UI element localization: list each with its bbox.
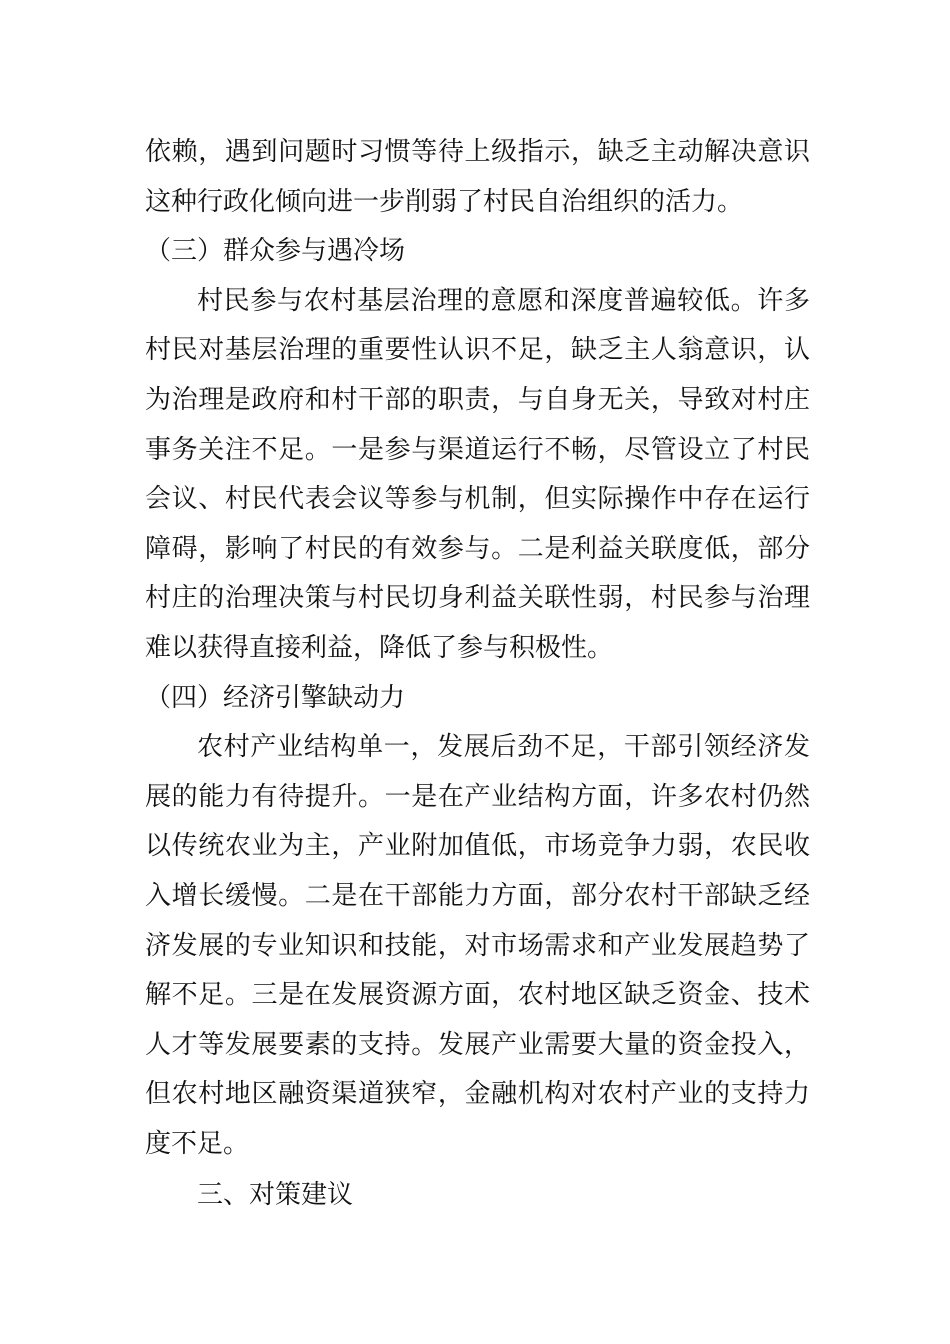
body-paragraph-continued: 依赖，遇到问题时习惯等待上级指示，缺乏主动解决意识这种行政化倾向进一步削弱了村民自治组织的活力。: [145, 137, 810, 217]
document-body: [145, 128, 810, 1221]
subsection-heading-4: （四）经济引擎缺动力: [145, 682, 406, 713]
body-paragraph: 农村产业结构单一，发展后劲不足，干部引领经济发展的能力有待提升。一是在产业结构方面，许多农村仍然以传统农业为主，产业附加值低，市场竞争力弱，农民收入增长缓慢。二是在干部能力方面，部分农村干部缺乏经济发展的专业知识和技能，对市场需求和产业发展趋势了解不足。三是在发展资源方面，农村地区缺乏资金、技术人才等发展要素的支持。发展产业需要大量的资金投入，但农村地区融资渠道狭窄，金融机构对农村产业的支持力度不足。: [145, 732, 810, 1159]
subsection-heading-3: （三）群众参与遇冷场: [145, 236, 406, 267]
body-paragraph: 村民参与农村基层治理的意愿和深度普遍较低。许多村民对基层治理的重要性认识不足，缺乏主人翁意识，认为治理是政府和村干部的职责，与自身无关，导致对村庄事务关注不足。一是参与渠道运行不畅，尽管设立了村民会议、村民代表会议等参与机制，但实际操作中存在运行障碍，影响了村民的有效参与。二是利益关联度低，部分村庄的治理决策与村民切身利益关联性弱，村民参与治理难以获得直接利益，降低了参与积极性。: [145, 285, 810, 663]
section-heading-3: 三、对策建议: [197, 1180, 354, 1211]
